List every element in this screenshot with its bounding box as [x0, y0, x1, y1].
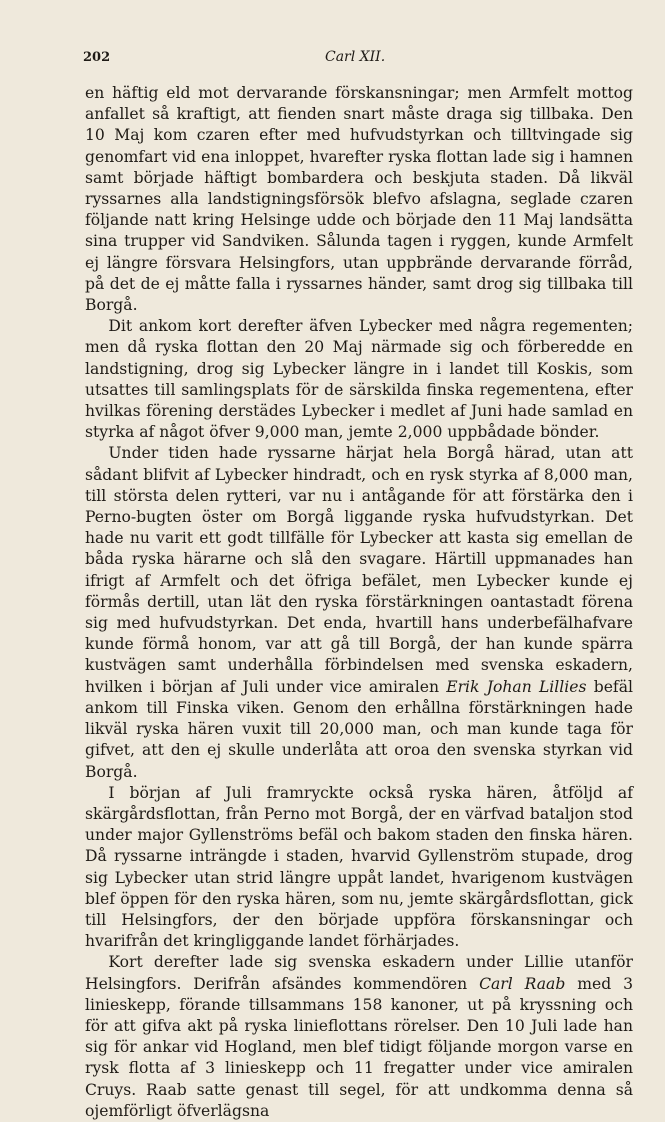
paragraph	[85, 783, 633, 953]
text-run: en häftig eld mot dervarande förskansningar; men Armfelt mottog anfallet så kraftigt, att fienden snart måste draga sig tillbaka. Den 10 Maj kom czaren efter med hufvudstyrkan och tilltvingade sig genomfart vid ena inloppet, hvarefter ryska flottan lade sig i hamnen samt började häftigt bombardera och beskjuta staden. Då likväl ryssarnes alla landstigningsförsök blefvo afslagna, seglade czaren följande natt kring Helsinge udde och började den 11 Maj landsätta sina trupper vid Sandviken. Sålunda tagen i ryggen, kunde Armfelt ej längre försvara Helsingfors, utan uppbrände dervarande förråd, på det de ej måtte falla i ryssarnes händer, samt drog sig tillbaka till Borgå.	[85, 84, 633, 315]
text-run: Kort derefter lade sig svenska eskadern under Lillie utanför Helsingfors. Derifrån afsändes kommendören	[85, 953, 633, 993]
paragraph	[85, 316, 633, 443]
text-run: I början af Juli framryckte också ryska hären, åtföljd af skärgårdsflottan, från Perno mot Borgå, der en värfvad bataljon stod under major Gyllenströms befäl och bakom staden den finska hären. Då ryssarne inträngde i staden, hvarvid Gyllenström stupade, drog sig Lybecker utan strid längre uppåt landet, hvarigenom kustvägen blef öppen för den ryska hären, som nu, jemte skärgårdsflottan, gick till Helsingfors, der den började uppföra förskansningar och hvarifrån det kringliggande landet förhärjades.	[85, 783, 633, 951]
person-name: Erik Johan Lillies	[446, 677, 587, 696]
paragraph	[85, 443, 633, 782]
person-name: Carl Raab	[479, 974, 566, 993]
paragraph	[85, 952, 633, 1122]
page-header	[83, 46, 633, 70]
text-run: Under tiden hade ryssarne härjat hela Borgå härad, utan att sådant blifvit af Lybecker hindradt, och en rysk styrka af 8,000 man, till största delen rytteri, var nu i antågande för att förstärka den i Perno-bugten öster om Borgå liggande ryska hufvudstyrkan. Det hade nu varit ett godt tillfälle för Lybecker att kasta sig emellan de båda ryska härarne och slå den svagare. Härtill uppmanades han ifrigt af Armfelt och det öfriga befälet, men Lybecker kunde ej förmås dertill, utan lät den ryska förstärkningen oantastadt förena sig med hufvudstyrkan. Det enda, hvartill hans underbefälhafvare kunde förmå honom, var att gå till Borgå, der han kunde spärra kustvägen samt underhålla förbindelsen med svenska eskadern, hvilken i början af Juli under vice amiralen	[85, 444, 633, 696]
running-title: Carl XII.	[325, 49, 386, 65]
text-run: befäl ankom till Finska viken. Genom den erhållna förstärkningen hade likväl ryska hären vuxit till 20,000 man, och man kunde taga för gifvet, att den ej skulle underlåta att oroa den svenska styrkan vid Borgå.	[85, 677, 633, 781]
body-text	[85, 83, 633, 1122]
text-run: Dit ankom kort derefter äfven Lybecker med några regementen; men då ryska flottan den 20 Maj närmade sig och förberedde en landstigning, drog sig Lybecker längre in i landet till Koskis, som utsattes till samlingsplats för de särskilda finska regementena, efter hvilkas förening derstädes Lybecker i medlet af Juni hade samlad en styrka af något öfver 9,000 man, jemte 2,000 uppbådade bönder.	[85, 317, 633, 442]
paragraph	[85, 83, 633, 316]
text-run: med 3 linieskepp, förande tillsammans 158 kanoner, ut på kryssning och för att gifva akt på ryska linieflottans rörelser. Den 10 Juli lade han sig för ankar vid Hogland, men blef tidigt följande morgon varse en rysk flotta af 3 linieskepp och 11 fregatter under vice amiralen Cruys. Raab satte genast till segel, för att undkomma denna så ojemförligt öfverlägsna	[85, 974, 633, 1120]
page-number: 202	[83, 50, 111, 65]
